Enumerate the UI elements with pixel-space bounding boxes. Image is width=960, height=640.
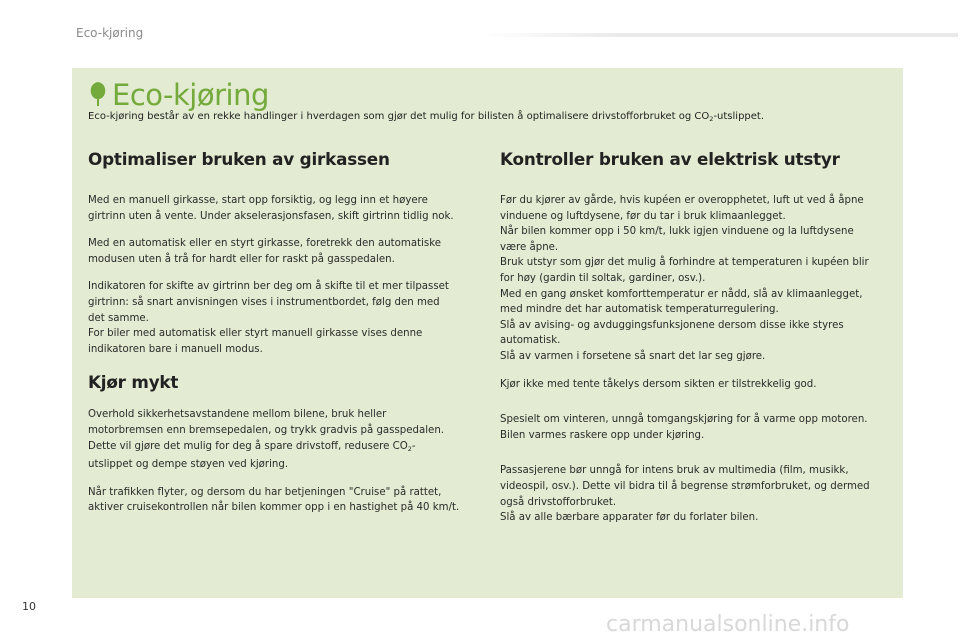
co2-subscript: 2 <box>407 444 412 453</box>
page-number: 10 <box>22 600 36 613</box>
paragraph-line: Med en manuell girkasse, start opp forsiktig, og legg inn et høyere <box>88 195 428 206</box>
paragraph-line: det samme. <box>88 312 149 324</box>
paragraph-line: Spesielt om vinteren, unngå tomgangskjøring for å varme opp motoren. <box>500 414 868 426</box>
paragraph-line: Bruk utstyr som gjør det mulig å forhindre at temperaturen i kupéen blir <box>500 257 869 269</box>
paragraph-line: Når trafikken flyter, og dersom du har betjeningen "Cruise" på rattet, <box>88 486 442 498</box>
paragraph-line: Indikatoren for skifte av girtrinn ber deg om å skifte til et mer tilpasset <box>88 281 449 293</box>
paragraph <box>500 193 895 365</box>
paragraph-line: videospil, osv.). Dette vil bidra til å begrense strømforbruket, og dermed <box>500 480 870 492</box>
heading-electrical: Kontroller bruken av elektrisk utstyr <box>500 149 840 169</box>
paragraph-line: girtrinn uten å vente. Under akselerasjonsfasen, skift girtrinn tidlig nok. <box>88 210 454 222</box>
paragraph-line: Kjør ikke med tente tåkelys dersom sikten er tilstrekkelig god. <box>500 378 817 390</box>
paragraph <box>88 236 483 267</box>
co2-text: Dette vil gjøre det mulig for deg å spare drivstoff, redusere CO <box>88 440 408 452</box>
right-column <box>500 148 895 538</box>
paragraph <box>88 485 483 516</box>
intro-text-end: -utslippet. <box>713 111 765 122</box>
section-label: Eco-kjøring <box>76 26 144 40</box>
paragraph-line: Med en automatisk eller en styrt girkasse, foretrekk den automatiske <box>88 238 442 250</box>
intro-text <box>88 110 888 126</box>
paragraph-line: indikatoren bare i manuell modus. <box>88 343 263 355</box>
paragraph-line: også drivstofforbruket. <box>500 496 617 508</box>
title-row <box>88 76 269 112</box>
watermark: carmanualsonline.info <box>606 612 850 637</box>
paragraph-line: Overhold sikkerhetsavstandene mellom bilene, bruk heller <box>88 409 387 421</box>
heading-gearbox: Optimaliser bruken av girkassen <box>88 149 390 169</box>
paragraph-line: modusen uten å trå for hardt eller for raskt på gasspedalen. <box>88 253 395 265</box>
paragraph-line: Slå av varmen i forsetene så snart det lar seg gjøre. <box>500 350 766 362</box>
paragraph <box>500 463 895 525</box>
paragraph-line: utslippet og dempe støyen ved kjøring. <box>88 459 289 471</box>
heading-drive-smooth: Kjør mykt <box>88 372 179 393</box>
paragraph-line: Før du kjører av gårde, hvis kupéen er overopphetet, luft ut ved å åpne <box>500 195 864 206</box>
paragraph-line: automatisk. <box>500 335 561 347</box>
paragraph <box>500 377 895 393</box>
paragraph-line: Når bilen kommer opp i 50 km/t, lukk igjen vinduene og la luftdysene <box>500 226 854 238</box>
paragraph-line: Slå av alle bærbare apparater før du forlater bilen. <box>500 512 759 524</box>
paragraph-line: aktiver cruisekontrollen når bilen kommer opp i en hastighet på 40 km/t. <box>88 502 460 514</box>
paragraph-line: være åpne. <box>500 241 559 253</box>
paragraph-line: med mindre det har automatisk temperaturregulering. <box>500 304 779 316</box>
paragraph <box>500 412 895 443</box>
paragraph-line: vinduene og luftdysene, før du tar i bruk klimaanlegget. <box>500 210 786 222</box>
header-rule <box>480 33 958 37</box>
paragraph-line: Med en gang ønsket komforttemperatur er nådd, slå av klimaanlegget, <box>500 288 863 300</box>
paragraph-line: For biler med automatisk eller styrt manuell girkasse vises denne <box>88 328 423 340</box>
intro-subscript: 2 <box>709 115 714 123</box>
tree-icon <box>88 81 108 107</box>
paragraph-line: motorbremsen enn bremsepedalen, og trykk gradvis på gasspedalen. <box>88 424 445 436</box>
paragraph-line: Slå av avising- og avduggingsfunksjonene dersom disse ikke styres <box>500 319 844 331</box>
paragraph-line: girtrinn: så snart anvisningen vises i instrumentbordet, følg den med <box>88 296 440 308</box>
intro-text-part: Eco-kjøring består av en rekke handlinger i hverdagen som gjør det mulig for bilisten å optimalisere drivstofforbruket og CO <box>88 111 710 122</box>
paragraph-line: Passasjerene bør unngå for intens bruk av multimedia (film, musikk, <box>500 465 849 477</box>
paragraph <box>88 279 483 357</box>
paragraph <box>88 193 483 224</box>
co2-line <box>88 439 483 458</box>
paragraph-co2 <box>88 407 483 472</box>
left-column <box>88 148 483 528</box>
paragraph-lines <box>88 407 483 438</box>
paragraph-line: for høy (gardin til soltak, gardiner, osv.). <box>500 272 706 284</box>
co2-text-end: - <box>411 440 416 452</box>
page-title: Eco-kjøring <box>112 78 269 112</box>
paragraph-line: Bilen varmes raskere opp under kjøring. <box>500 429 705 441</box>
